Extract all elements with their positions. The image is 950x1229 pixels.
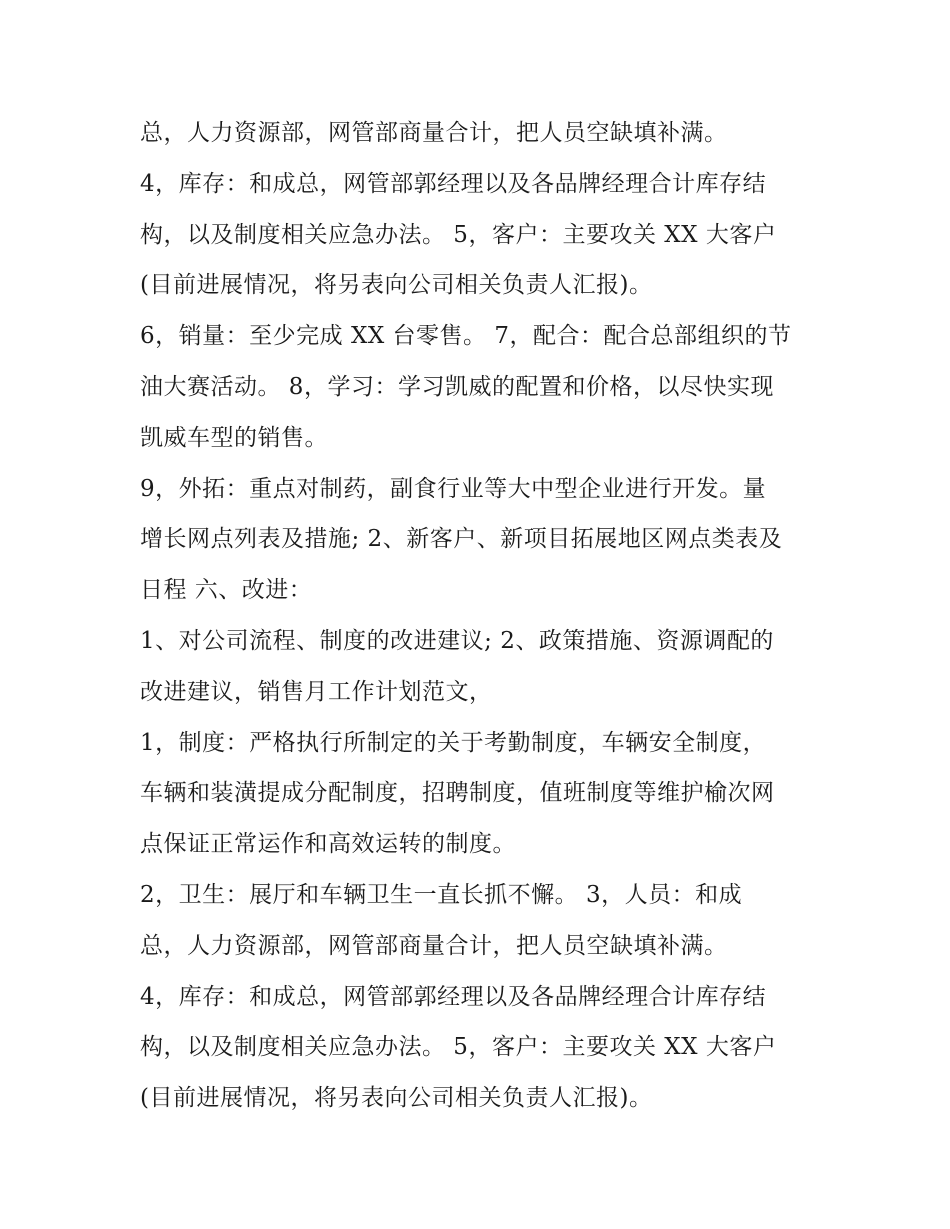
text-line: 6，销量：至少完成 XX 台零售。 7，配合：配合总部组织的节 <box>140 323 792 350</box>
text-line: 总，人力资源部，网管部商量合计，把人员空缺填补满。 <box>140 932 728 959</box>
text-line: 9，外拓：重点对制药，副食行业等大中型企业进行开发。量 <box>140 475 767 502</box>
text-line: 增长网点列表及措施; 2、新客户、新项目拓展地区网点类表及 <box>140 526 783 553</box>
text-line: 改进建议，销售月工作计划范文， <box>140 678 493 705</box>
text-line: 油大赛活动。 8，学习：学习凯威的配置和价格，以尽快实现 <box>140 373 774 400</box>
text-line: 4，库存：和成总，网管部郭经理以及各品牌经理合计库存结 <box>140 983 767 1010</box>
text-line: 总，人力资源部，网管部商量合计，把人员空缺填补满。 <box>140 120 728 146</box>
text-line: 4，库存：和成总，网管部郭经理以及各品牌经理合计库存结 <box>140 170 767 197</box>
text-line: 2，卫生：展厅和车辆卫生一直长抓不懈。 3，人员：和成 <box>140 881 743 908</box>
text-line: 凯威车型的销售。 <box>140 424 328 451</box>
text-line: 构，以及制度相关应急办法。 5，客户：主要攻关 XX 大客户 <box>140 1034 777 1061</box>
text-line: 构，以及制度相关应急办法。 5，客户：主要攻关 XX 大客户 <box>140 221 777 248</box>
text-line: 点保证正常运作和高效运转的制度。 <box>140 831 516 858</box>
text-line: 1、对公司流程、制度的改进建议; 2、政策措施、资源调配的 <box>140 627 774 654</box>
text-line: 日程 六、改进： <box>140 577 313 604</box>
body-text <box>140 108 840 1124</box>
text-line: 车辆和装潢提成分配制度，招聘制度，值班制度等维护榆次网 <box>140 780 775 807</box>
text-line: 1，制度：严格执行所制定的关于考勤制度，车辆安全制度， <box>140 729 767 756</box>
text-line: (目前进展情况，将另表向公司相关负责人汇报)。 <box>140 272 653 299</box>
text-line: (目前进展情况，将另表向公司相关负责人汇报)。 <box>140 1085 653 1112</box>
